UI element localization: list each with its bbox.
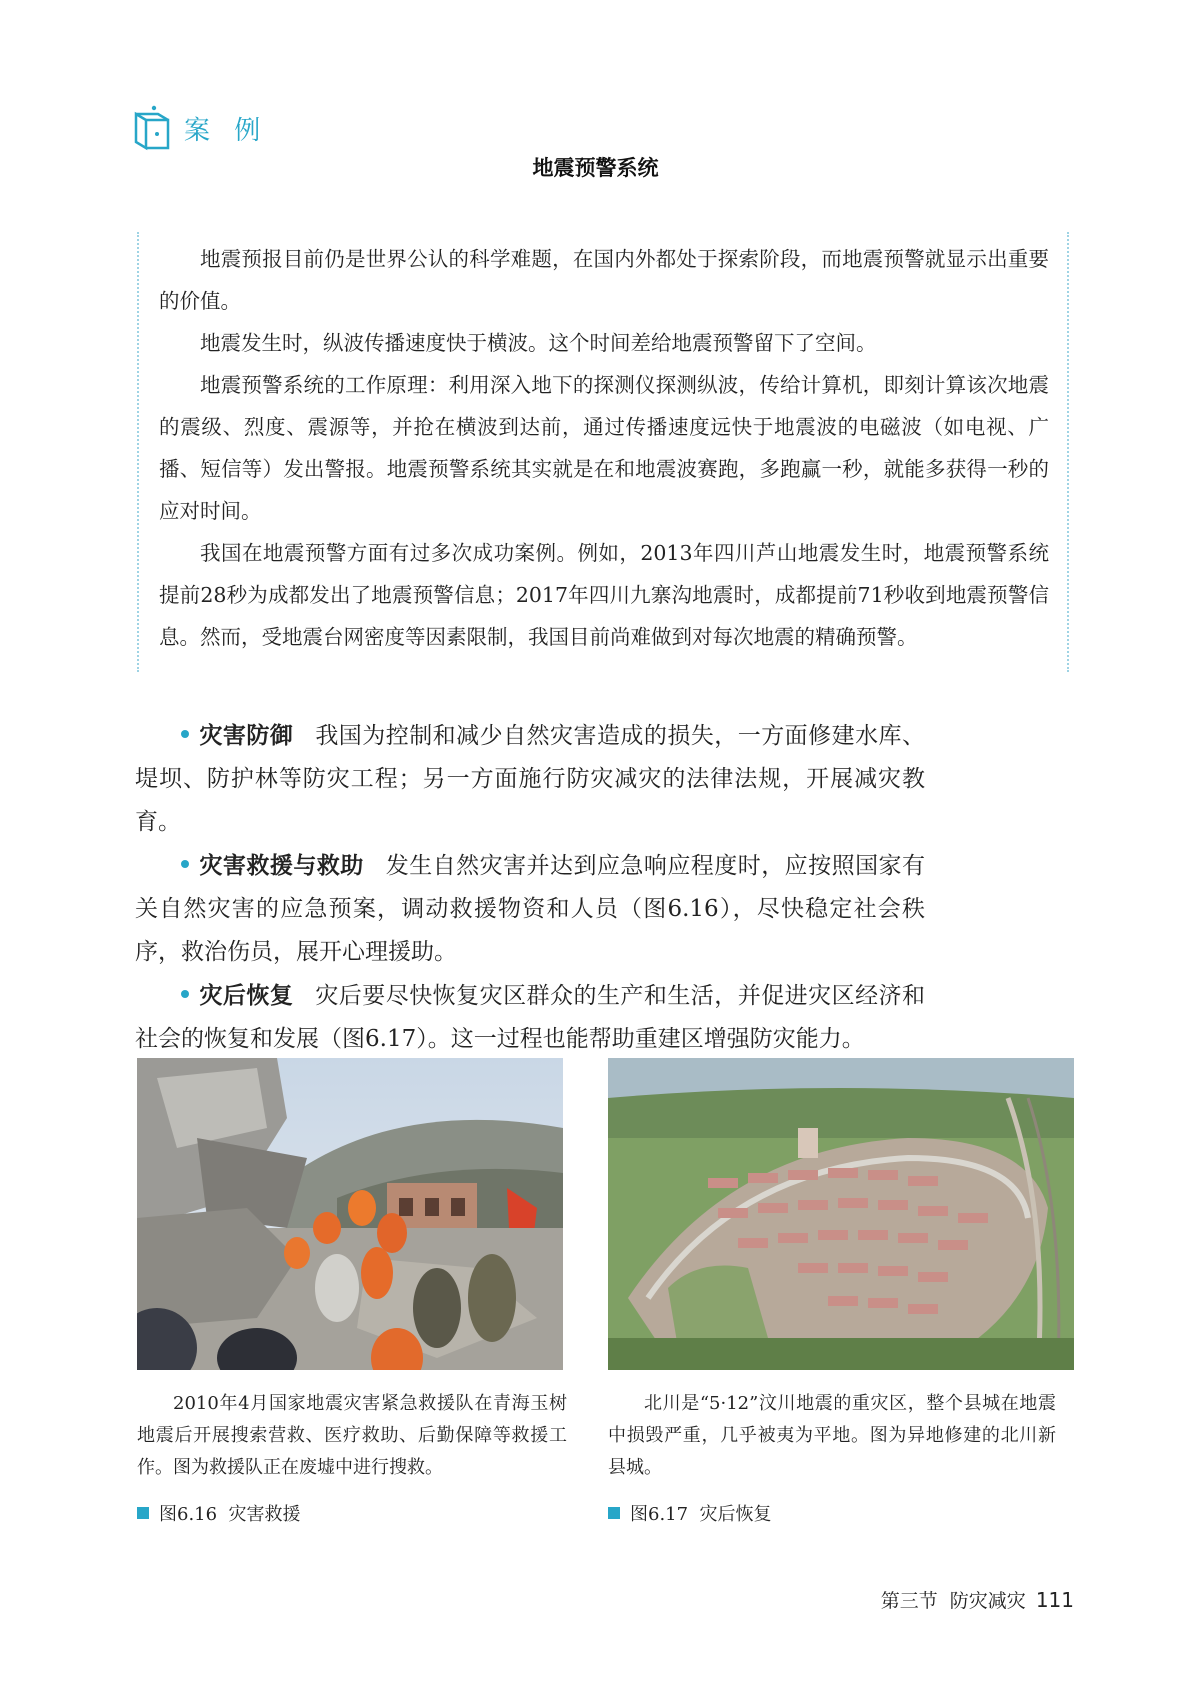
bullet-icon [181,990,189,998]
body-text [135,714,925,1061]
case-title: 地震预警系统 [532,156,659,180]
book-icon [132,104,172,152]
section-term: 灾害救援与救助 [199,852,364,879]
figure-caption-text: 北川是“5·12”汶川地震的重灾区，整个县城在地震中损毁严重，几乎被夷为平地。图为异地修建的北川新县城。 [608,1393,1056,1478]
square-icon [608,1507,620,1519]
case-box [137,232,1069,672]
section-text: 发生自然灾害并达到应急响应程度时，应按照国家有关自然灾害的应急预案，调动救援物资和人员（图6.16），尽快稳定社会秩序，救治伤员，展开心理援助。 [135,853,926,965]
figure-caption-text: 2010年4月国家地震灾害紧急救援队在青海玉树地震后开展搜索营救、医疗救助、后勤保障等救援工作。图为救援队正在废墟中进行搜救。 [137,1393,567,1478]
section-disaster-rescue [135,844,925,974]
section-term: 灾后恢复 [199,982,294,1009]
case-paragraph: 我国在地震预警方面有过多次成功案例。例如，2013年四川芦山地震发生时，地震预警系统提前28秒为成都发出了地震预警信息；2017年四川九寨沟地震时，成都提前71秒收到地震预警信息。然而，受地震台网密度等因素限制，我国目前尚难做到对每次地震的精确预警。 [159,541,1049,649]
section-disaster-defense [135,714,925,844]
case-paragraph: 地震预警系统的工作原理：利用深入地下的探测仪探测纵波，传给计算机，即刻计算该次地震的震级、烈度、震源等，并抢在横波到达前，通过传播速度远快于地震波的电磁波（如电视、广播、短信等）发出警报。地震预警系统其实就是在和地震波赛跑，多跑赢一秒，就能多获得一秒的应对时间。 [159,373,1049,523]
figure-label-text: 图6.16 灾害救援 [159,1504,301,1525]
case-label: 案 例 [184,115,269,146]
rescue-photo [137,1058,563,1370]
figure-label [608,1500,772,1526]
section-text: 我国为控制和减少自然灾害造成的损失，一方面修建水库、堤坝、防护林等防灾工程；另一方面施行防灾减灾的法律法规，开展减灾教育。 [135,723,926,835]
figure-caption [608,1388,1056,1484]
square-icon [137,1507,149,1519]
section-post-disaster-recovery [135,974,925,1061]
figure-label [137,1500,301,1526]
case-paragraph: 地震预报目前仍是世界公认的科学难题，在国内外都处于探索阶段，而地震预警就显示出重要的价值。 [159,247,1049,313]
figure-caption [137,1388,567,1484]
footer-section: 第三节 防灾减灾 [880,1590,1026,1612]
page-footer [881,1586,1074,1613]
new-town-photo [608,1058,1074,1370]
section-text: 灾后要尽快恢复灾区群众的生产和生活，并促进灾区经济和社会的恢复和发展（图6.17）。这一过程也能帮助重建区增强防灾能力。 [135,983,926,1052]
figure-label-text: 图6.17 灾后恢复 [630,1504,772,1525]
bullet-icon [181,730,189,738]
section-term: 灾害防御 [199,722,294,749]
case-paragraph: 地震发生时，纵波传播速度快于横波。这个时间差给地震预警留下了空间。 [200,331,877,355]
page-number: 111 [1035,1588,1074,1612]
case-header [132,104,268,152]
bullet-icon [181,860,189,868]
